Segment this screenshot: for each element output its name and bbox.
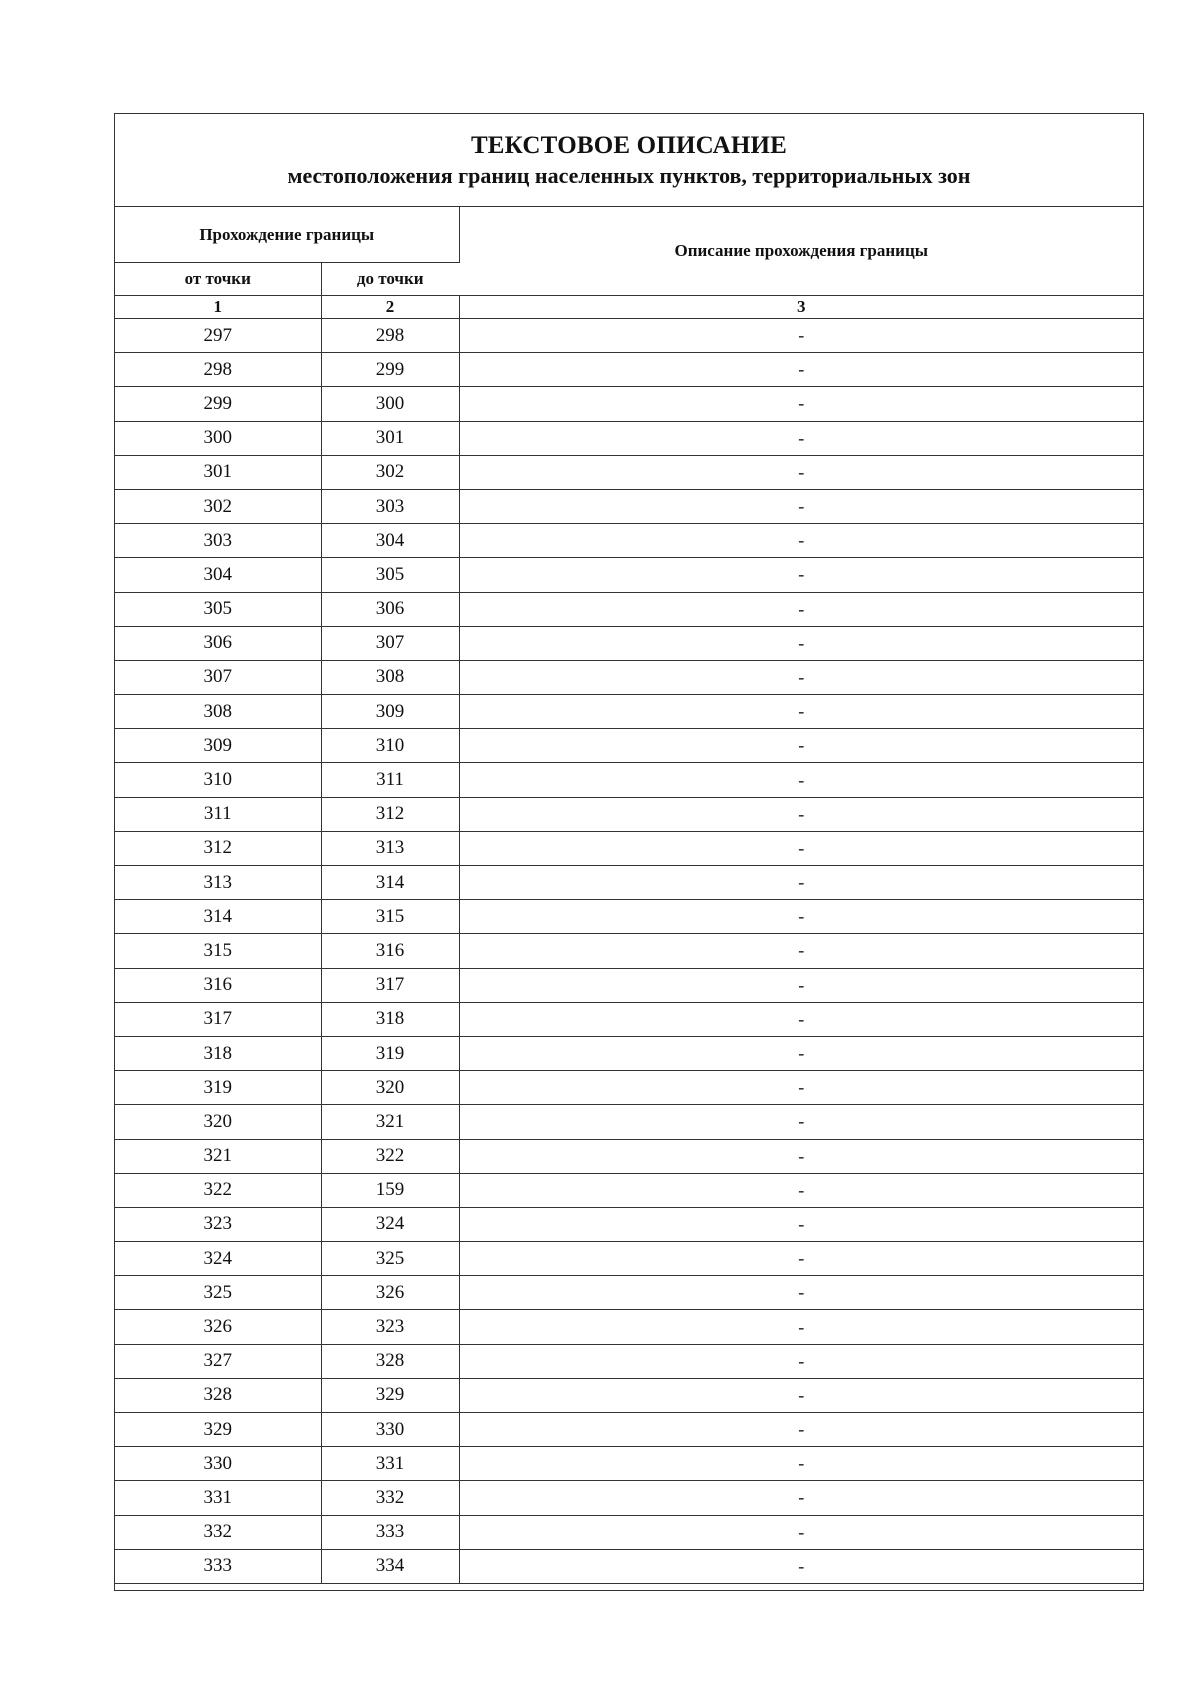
table-row <box>115 831 1143 865</box>
cell-description: - <box>459 455 1143 489</box>
cell-from-point: 333 <box>115 1549 321 1583</box>
cell-to-point: 298 <box>321 319 459 353</box>
cell-to-point: 301 <box>321 421 459 455</box>
header-description: Описание прохождения границы <box>459 207 1143 296</box>
table-row <box>115 1310 1143 1344</box>
table-row <box>115 524 1143 558</box>
cell-description: - <box>459 900 1143 934</box>
table-row <box>115 455 1143 489</box>
cell-to-point: 308 <box>321 660 459 694</box>
table-row <box>115 763 1143 797</box>
cell-description: - <box>459 1515 1143 1549</box>
cell-to-point: 332 <box>321 1481 459 1515</box>
cell-description: - <box>459 1036 1143 1070</box>
cell-from-point: 312 <box>115 831 321 865</box>
cell-to-point: 312 <box>321 797 459 831</box>
cell-from-point: 308 <box>115 695 321 729</box>
table-row <box>115 1173 1143 1207</box>
cell-from-point: 323 <box>115 1207 321 1241</box>
cell-description: - <box>459 866 1143 900</box>
cell-from-point: 307 <box>115 660 321 694</box>
header-from-point: от точки <box>115 263 321 296</box>
cell-to-point: 305 <box>321 558 459 592</box>
cell-from-point: 310 <box>115 763 321 797</box>
cell-description: - <box>459 626 1143 660</box>
cell-from-point: 304 <box>115 558 321 592</box>
table-row <box>115 353 1143 387</box>
table-row <box>115 1447 1143 1481</box>
document-title: ТЕКСТОВОЕ ОПИСАНИЕ <box>470 132 788 159</box>
cell-to-point: 300 <box>321 387 459 421</box>
cell-description: - <box>459 387 1143 421</box>
cell-from-point: 319 <box>115 1071 321 1105</box>
table-row <box>115 968 1143 1002</box>
cell-to-point: 317 <box>321 968 459 1002</box>
column-number-3: 3 <box>459 296 1143 319</box>
cell-from-point: 320 <box>115 1105 321 1139</box>
cell-to-point: 330 <box>321 1413 459 1447</box>
cell-description: - <box>459 421 1143 455</box>
cell-to-point: 311 <box>321 763 459 797</box>
cell-description: - <box>459 729 1143 763</box>
cell-from-point: 314 <box>115 900 321 934</box>
cell-description: - <box>459 1344 1143 1378</box>
table-row <box>115 1481 1143 1515</box>
cell-description: - <box>459 1413 1143 1447</box>
cell-to-point: 318 <box>321 1002 459 1036</box>
table-row <box>115 387 1143 421</box>
cell-from-point: 297 <box>115 319 321 353</box>
cell-description: - <box>459 592 1143 626</box>
cell-from-point: 301 <box>115 455 321 489</box>
table-bottom-border <box>115 1583 1143 1590</box>
cell-description: - <box>798 1555 805 1576</box>
table-row <box>115 934 1143 968</box>
cell-to-point: 321 <box>321 1105 459 1139</box>
document-subtitle: местоположения границ населенных пунктов, территориальных зон <box>287 163 971 188</box>
table-row <box>115 866 1143 900</box>
cell-to-point: 313 <box>321 831 459 865</box>
table-row <box>115 729 1143 763</box>
cell-description: - <box>459 1173 1143 1207</box>
cell-description: - <box>459 763 1143 797</box>
cell-description: - <box>459 968 1143 1002</box>
cell-to-point: 326 <box>321 1276 459 1310</box>
cell-description: - <box>459 1207 1143 1241</box>
cell-from-point: 318 <box>115 1036 321 1070</box>
cell-to-point: 307 <box>321 626 459 660</box>
table-row <box>115 489 1143 523</box>
table-row <box>115 592 1143 626</box>
table-row <box>115 1276 1143 1310</box>
cell-to-point: 331 <box>321 1447 459 1481</box>
cell-from-point: 305 <box>115 592 321 626</box>
table-row <box>115 1002 1143 1036</box>
cell-to-point: 329 <box>321 1378 459 1412</box>
cell-from-point: 332 <box>115 1515 321 1549</box>
boundary-table <box>115 207 1143 1583</box>
column-number-1: 1 <box>115 296 321 319</box>
title-block <box>115 114 1143 207</box>
table-row <box>115 1549 1143 1583</box>
cell-from-point: 306 <box>115 626 321 660</box>
table-row <box>115 1105 1143 1139</box>
cell-to-point: 159 <box>321 1173 459 1207</box>
cell-from-point: 329 <box>115 1413 321 1447</box>
cell-from-point: 328 <box>115 1378 321 1412</box>
cell-from-point: 300 <box>115 421 321 455</box>
cell-from-point: 299 <box>115 387 321 421</box>
cell-from-point: 302 <box>115 489 321 523</box>
table-row <box>115 1207 1143 1241</box>
cell-from-point: 303 <box>115 524 321 558</box>
cell-from-point: 315 <box>115 934 321 968</box>
cell-to-point: 333 <box>321 1515 459 1549</box>
cell-description: - <box>459 1242 1143 1276</box>
cell-to-point: 328 <box>321 1344 459 1378</box>
cell-from-point: 322 <box>115 1173 321 1207</box>
table-row <box>115 1242 1143 1276</box>
cell-from-point: 311 <box>115 797 321 831</box>
cell-to-point: 320 <box>321 1071 459 1105</box>
cell-from-point: 316 <box>115 968 321 1002</box>
cell-description: - <box>459 1105 1143 1139</box>
table-row <box>115 660 1143 694</box>
cell-to-point: 323 <box>321 1310 459 1344</box>
cell-description: - <box>459 319 1143 353</box>
cell-to-point: 314 <box>321 866 459 900</box>
table-row <box>115 1036 1143 1070</box>
table-row <box>115 626 1143 660</box>
cell-to-point: 304 <box>321 524 459 558</box>
cell-to-point: 306 <box>321 592 459 626</box>
cell-to-point: 324 <box>321 1207 459 1241</box>
cell-to-point: 299 <box>321 353 459 387</box>
cell-description: - <box>459 695 1143 729</box>
cell-from-point: 313 <box>115 866 321 900</box>
cell-from-point: 324 <box>115 1242 321 1276</box>
cell-description: - <box>459 353 1143 387</box>
cell-from-point: 331 <box>115 1481 321 1515</box>
column-number-2: 2 <box>321 296 459 319</box>
cell-from-point: 330 <box>115 1447 321 1481</box>
table-body <box>115 319 1143 1583</box>
table-row <box>115 695 1143 729</box>
table-row <box>115 1139 1143 1173</box>
cell-to-point: 310 <box>321 729 459 763</box>
cell-description: - <box>459 558 1143 592</box>
table-row <box>115 1515 1143 1549</box>
cell-to-point: 322 <box>321 1139 459 1173</box>
cell-to-point: 303 <box>321 489 459 523</box>
cell-from-point: 326 <box>115 1310 321 1344</box>
cell-from-point: 317 <box>115 1002 321 1036</box>
cell-description: - <box>459 934 1143 968</box>
cell-description: - <box>459 797 1143 831</box>
cell-description: - <box>459 1002 1143 1036</box>
cell-description: - <box>459 831 1143 865</box>
table-row <box>115 1378 1143 1412</box>
cell-to-point: 334 <box>321 1549 459 1583</box>
table-row <box>115 1413 1143 1447</box>
table-row <box>115 1071 1143 1105</box>
table-row <box>115 1344 1143 1378</box>
cell-from-point: 327 <box>115 1344 321 1378</box>
cell-description: - <box>459 1447 1143 1481</box>
cell-description: - <box>459 1378 1143 1412</box>
table-row <box>115 797 1143 831</box>
cell-to-point: 316 <box>321 934 459 968</box>
cell-from-point: 325 <box>115 1276 321 1310</box>
document-page <box>114 113 1144 1591</box>
cell-description: - <box>459 1139 1143 1173</box>
cell-from-point: 321 <box>115 1139 321 1173</box>
cell-description: - <box>459 660 1143 694</box>
cell-to-point: 325 <box>321 1242 459 1276</box>
cell-to-point: 319 <box>321 1036 459 1070</box>
table-row <box>115 900 1143 934</box>
header-to-point: до точки <box>321 263 459 296</box>
cell-description: - <box>459 1276 1143 1310</box>
cell-description: - <box>459 1481 1143 1515</box>
cell-from-point: 298 <box>115 353 321 387</box>
cell-from-point: 309 <box>115 729 321 763</box>
header-boundary-passage: Прохождение границы <box>115 207 459 263</box>
table-row <box>115 558 1143 592</box>
cell-description: - <box>459 1071 1143 1105</box>
table-row <box>115 319 1143 353</box>
cell-to-point: 302 <box>321 455 459 489</box>
cell-to-point: 315 <box>321 900 459 934</box>
cell-to-point: 309 <box>321 695 459 729</box>
cell-description: - <box>459 1310 1143 1344</box>
cell-description: - <box>459 524 1143 558</box>
table-row <box>115 421 1143 455</box>
cell-description: - <box>459 489 1143 523</box>
